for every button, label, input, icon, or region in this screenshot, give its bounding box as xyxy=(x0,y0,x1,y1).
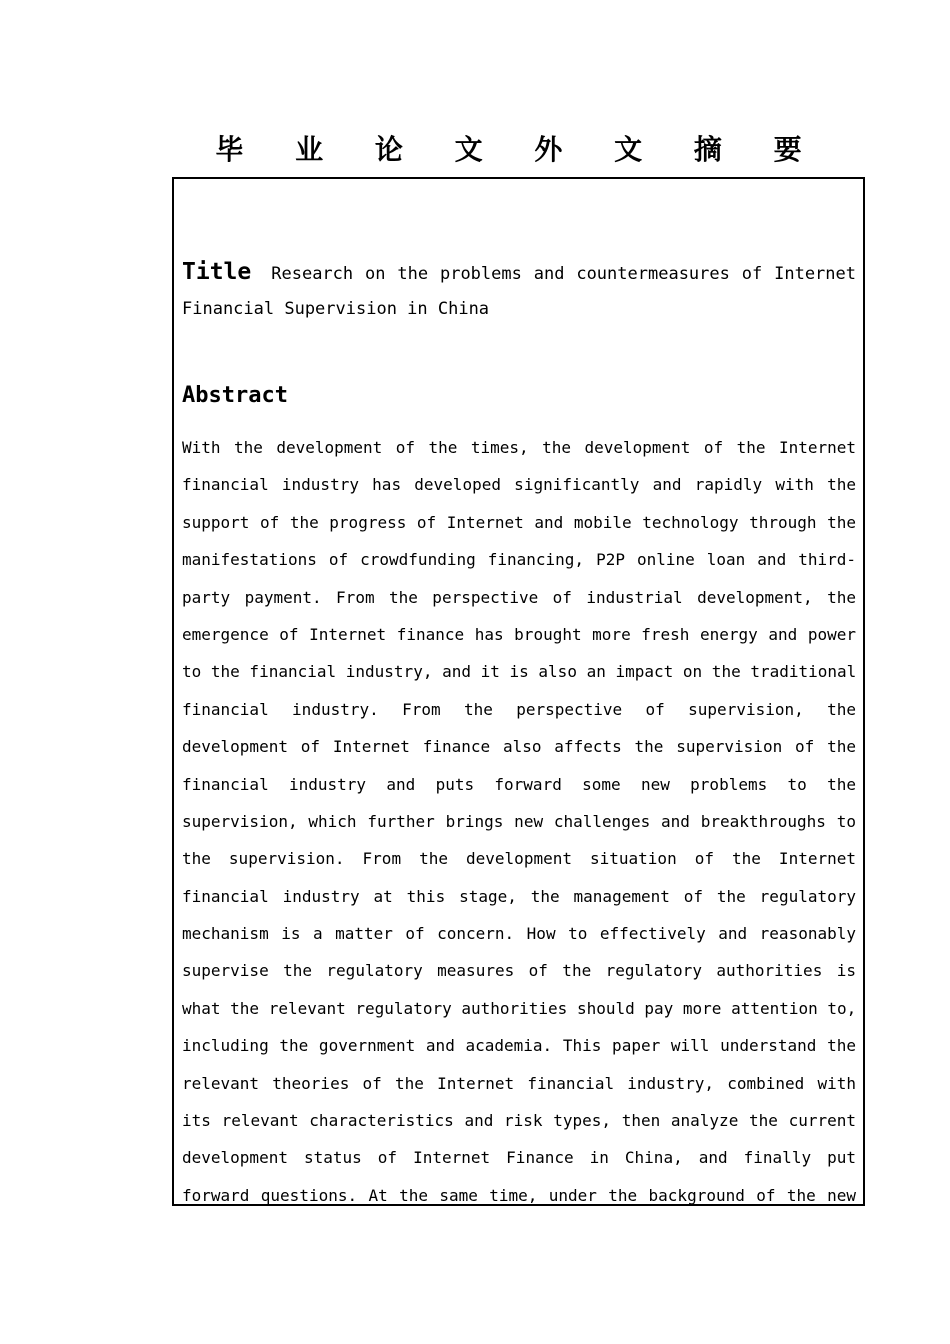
abstract-heading: Abstract xyxy=(182,383,288,408)
abstract-line: financial industry and puts forward some new problems to the xyxy=(182,774,856,794)
abstract-box xyxy=(172,177,865,1206)
abstract-line: to the financial industry, and it is also an impact on the traditional xyxy=(182,662,856,682)
abstract-line: including the government and academia. This paper will understand the xyxy=(182,1036,856,1056)
title-text-line-1: Research on the problems and countermeasures of Internet xyxy=(271,264,856,284)
abstract-line: its relevant characteristics and risk types, then analyze the current xyxy=(182,1111,856,1131)
abstract-line: development status of Internet Finance in China, and finally put xyxy=(182,1148,856,1168)
abstract-line: what the relevant regulatory authorities should pay more attention to, xyxy=(182,998,856,1018)
abstract-line: financial industry. From the perspective of supervision, the xyxy=(182,699,856,719)
abstract-line: support of the progress of Internet and mobile technology through the xyxy=(182,512,856,532)
abstract-line: the supervision. From the development situation of the Internet xyxy=(182,849,856,869)
abstract-line: supervise the regulatory measures of the regulatory authorities is xyxy=(182,961,856,981)
abstract-body xyxy=(182,429,856,1206)
title-text-line-2: Financial Supervision in China xyxy=(182,299,490,319)
abstract-line: emergence of Internet finance has brought more fresh energy and power xyxy=(182,624,856,644)
abstract-line: With the development of the times, the development of the Internet xyxy=(182,438,856,457)
title-line-1 xyxy=(182,255,856,292)
abstract-line: financial industry has developed significantly and rapidly with the xyxy=(182,475,856,495)
abstract-line: manifestations of crowdfunding financing, P2P online loan and third- xyxy=(182,550,856,570)
page-heading: 毕 业 论 文 外 文 摘 要 xyxy=(215,133,823,166)
abstract-line: supervision, which further brings new challenges and breakthroughs to xyxy=(182,811,856,831)
title-block xyxy=(182,255,856,327)
abstract-line: development of Internet finance also affects the supervision of the xyxy=(182,737,856,757)
abstract-line: forward questions. At the same time, under the background of the new xyxy=(182,1185,856,1205)
title-label: Title xyxy=(182,259,252,285)
abstract-line: relevant theories of the Internet financial industry, combined with xyxy=(182,1073,856,1093)
abstract-line: party payment. From the perspective of industrial development, the xyxy=(182,587,856,607)
abstract-line: financial industry at this stage, the management of the regulatory xyxy=(182,886,856,906)
abstract-line: mechanism is a matter of concern. How to effectively and reasonably xyxy=(182,924,856,944)
